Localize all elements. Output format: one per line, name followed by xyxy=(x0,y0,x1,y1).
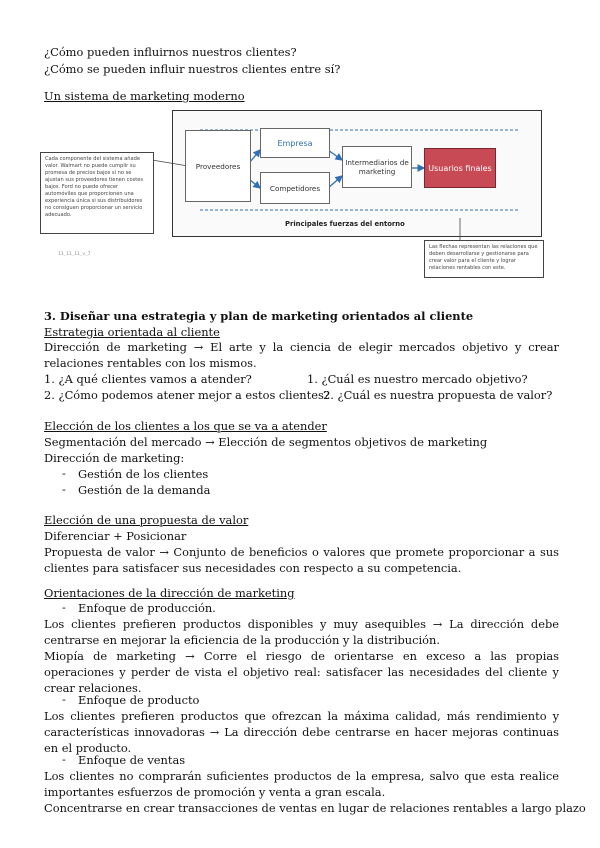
bullet-dash: - xyxy=(62,466,66,480)
bullet-enfoque-ventas: Enfoque de ventas xyxy=(78,753,186,767)
bullet-enfoque-produccion: Enfoque de producción. xyxy=(78,601,216,615)
paragraph-direccion-marketing: Dirección de marketing → El arte y la ciencia de elegir mercados objetivo y crear relaciones rentables con los mismos. xyxy=(44,340,559,370)
paragraph-miopia: Miopía de marketing → Corre el riesgo de orientarse en exceso a las propias operaciones y perder de vista el objetivo real: satisfacer las necesidades del cliente y crear relaciones. xyxy=(44,649,559,695)
question-right-2: 2. ¿Cuál es nuestra propuesta de valor? xyxy=(323,388,553,402)
question-left-1: 1. ¿A qué clientes vamos a atender? xyxy=(44,372,252,386)
bullet-dash: - xyxy=(62,692,66,706)
section-3-heading: 3. Diseñar una estrategia y plan de marketing orientados al cliente xyxy=(44,309,474,323)
bullet-dash: - xyxy=(62,482,66,496)
paragraph-produccion: Los clientes prefieren productos disponibles y muy asequibles → La dirección debe centrarse en mejorar la eficiencia de la producción y la distribución. xyxy=(44,617,559,647)
bullet-dash: - xyxy=(62,752,66,766)
bullet-enfoque-producto: Enfoque de producto xyxy=(78,693,200,707)
diagram-section-title: Un sistema de marketing moderno xyxy=(44,89,245,103)
paragraph-transacciones: Concentrarse en crear transacciones de ventas en lugar de relaciones rentables a largo plazo xyxy=(44,801,586,815)
paragraph-propuesta-valor: Propuesta de valor → Conjunto de beneficios o valores que promete proporcionar a sus clientes para satisfacer sus necesidades con respecto a su competencia. xyxy=(44,545,559,575)
box-usuarios-finales: Usuarios finales xyxy=(424,148,496,188)
paragraph-segmentacion: Segmentación del mercado → Elección de segmentos objetivos de marketing xyxy=(44,435,488,449)
intro-question-2: ¿Cómo se pueden influir nuestros clientes entre sí? xyxy=(44,62,341,76)
diagram-note-right: Las flechas representan las relaciones que deben desarrollarse y gestionarse para crear valor para el cliente y lograr relaciones rentables con este. xyxy=(424,240,544,278)
diagram-caption: Principales fuerzas del entorno xyxy=(285,220,405,228)
paragraph-direccion-marketing-label: Dirección de marketing: xyxy=(44,451,185,465)
box-intermediarios: Intermediarios de marketing xyxy=(342,146,412,188)
subheading-propuesta-valor: Elección de una propuesta de valor xyxy=(44,513,249,527)
diagram-stamp: 11_11_11_v_7 xyxy=(58,252,91,257)
paragraph-producto: Los clientes prefieren productos que ofrezcan la máxima calidad, más rendimiento y características innovadoras → La dirección debe centrarse en hacer mejoras continuas en el producto. xyxy=(44,709,559,755)
marketing-system-diagram xyxy=(40,110,552,275)
box-competidores: Competidores xyxy=(260,172,330,204)
paragraph-ventas: Los clientes no comprarán suficientes productos de la empresa, salvo que esta realice importantes esfuerzos de promoción y venta a gran escala. xyxy=(44,769,559,799)
box-empresa: Empresa xyxy=(260,128,330,158)
question-right-1: 1. ¿Cuál es nuestro mercado objetivo? xyxy=(307,372,528,386)
bullet-dash: - xyxy=(62,600,66,614)
subheading-eleccion-clientes: Elección de los clientes a los que se va a atender xyxy=(44,419,327,433)
bullet-gestion-clientes: Gestión de los clientes xyxy=(78,467,209,481)
subheading-orientaciones: Orientaciones de la dirección de marketing xyxy=(44,586,295,600)
question-left-2: 2. ¿Cómo podemos atener mejor a estos clientes? xyxy=(44,388,330,402)
paragraph-diferenciar: Diferenciar + Posicionar xyxy=(44,529,187,543)
diagram-note-left: Cada componente del sistema añade valor. Walmart no puede cumplir su promesa de precios bajos si no se ajustan sus proveedores tienen costes bajos. Ford no puede ofrecer automóviles que proporcionen una experiencia única si sus distribuidores no consiguen proporcionar un servicio adecuado. xyxy=(40,152,154,234)
bullet-gestion-demanda: Gestión de la demanda xyxy=(78,483,211,497)
box-proveedores: Proveedores xyxy=(185,130,251,202)
intro-question-1: ¿Cómo pueden influirnos nuestros clientes? xyxy=(44,45,297,59)
subheading-estrategia: Estrategia orientada al cliente xyxy=(44,325,220,339)
